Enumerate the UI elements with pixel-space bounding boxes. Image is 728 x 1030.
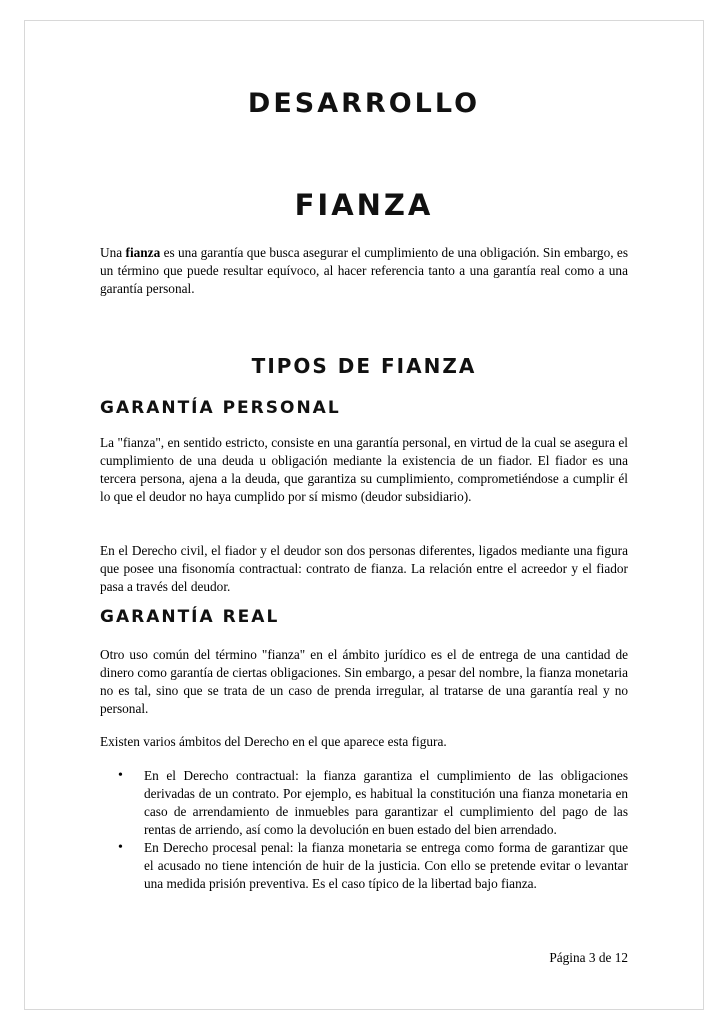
page-number: Página 3 de 12	[549, 950, 628, 965]
list-item	[118, 839, 628, 893]
topic-title: FIANZA	[294, 188, 434, 222]
bullet-list	[100, 767, 628, 893]
list-item	[118, 767, 628, 839]
personal-paragraph-1: La "fianza", en sentido estricto, consiste en una garantía personal, en virtud de la cual se asegura el cumplimiento de una deuda u obligación mediante la existencia de un fiador. El fiador es una tercera persona, ajena a la deuda, que garantiza su cumplimiento, comprometiéndose a cumplir él lo que el deudor no haya cumplido por sí mismo (deudor subsidiario).	[100, 435, 628, 504]
real-paragraph-1: Otro uso común del término "fianza" en el ámbito jurídico es el de entrega de una cantidad de dinero como garantía de ciertas obligaciones. Sin embargo, a pesar del nombre, la fianza monetaria no es tal, sino que se trata de un caso de prenda irregular, al tratarse de una garantía real y no personal.	[100, 647, 628, 716]
intro-prefix: Una	[100, 245, 126, 260]
bullet-icon: •	[118, 768, 123, 783]
personal-paragraph-2: En el Derecho civil, el fiador y el deudor son dos personas diferentes, ligados mediante una figura que posee una fisonomía contractual: contrato de fianza. La relación entre el acreedor y el fiador pasa a través del deudor.	[100, 543, 628, 594]
section-title: DESARROLLO	[247, 88, 481, 119]
list-item-text: En Derecho procesal penal: la fianza monetaria se entrega como forma de garantizar que el acusado no tiene intención de huir de la justicia. Con ello se pretende evitar o levantar una medida prisión preventiva. Es el caso típico de la libertad bajo fianza.	[144, 840, 628, 891]
real-heading: GARANTÍA REAL	[100, 607, 280, 627]
types-title: TIPOS DE FIANZA	[251, 354, 477, 378]
intro-term: fianza	[125, 245, 161, 260]
intro-rest: es una garantía que busca asegurar el cumplimiento de una obligación. Sin embargo, es un término que puede resultar equívoco, al hacer referencia tanto a una garantía real como a una garantía personal.	[100, 245, 628, 296]
real-paragraph-2: Existen varios ámbitos del Derecho en el que aparece esta figura.	[100, 734, 447, 749]
intro-paragraph	[100, 244, 628, 298]
bullet-icon: •	[118, 840, 123, 855]
personal-heading: GARANTÍA PERSONAL	[100, 398, 341, 418]
list-item-text: En el Derecho contractual: la fianza garantiza el cumplimiento de las obligaciones derivadas de un contrato. Por ejemplo, es habitual la constitución una fianza monetaria en caso de arrendamiento de inmuebles para garantizar el cumplimiento del pago de las rentas de arriendo, así como la devolución en buen estado del bien arrendado.	[144, 768, 628, 837]
